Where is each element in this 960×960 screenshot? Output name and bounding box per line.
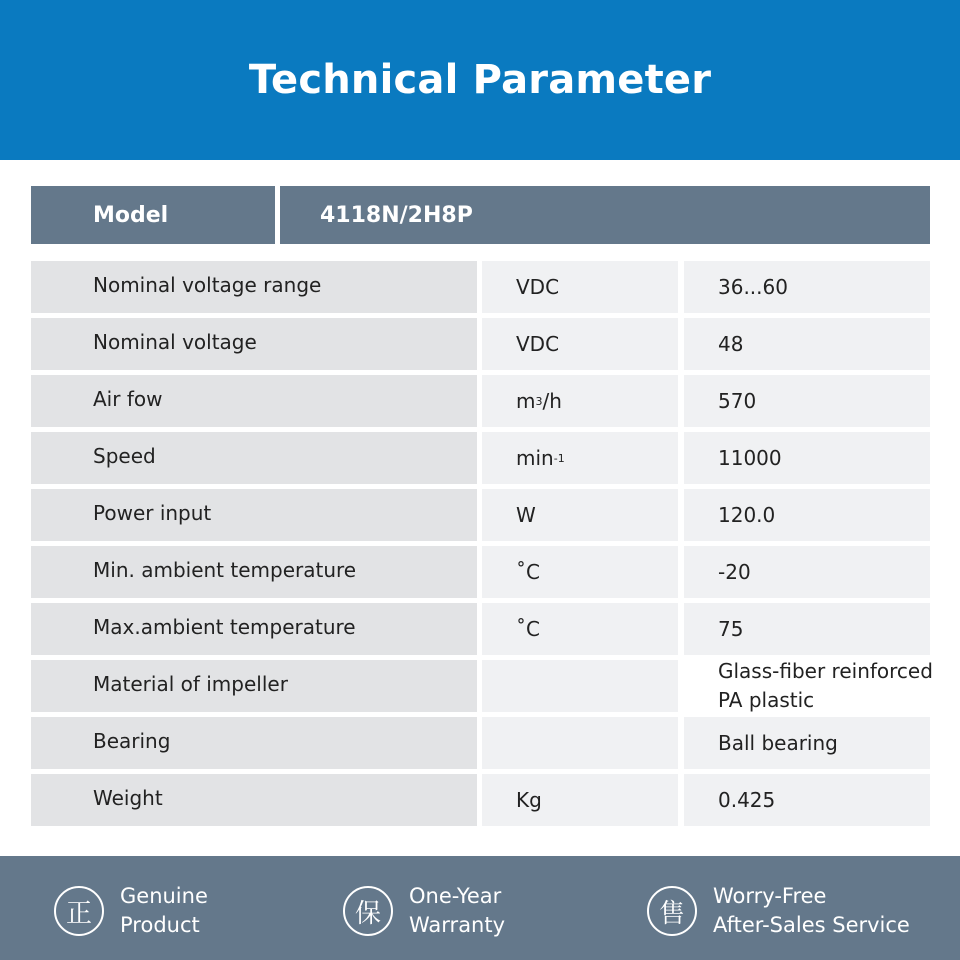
table-row: [31, 489, 930, 541]
table-row: [31, 603, 930, 655]
model-label: Model: [31, 186, 275, 244]
badge-line: After-Sales Service: [713, 913, 910, 937]
badge-line: Worry-Free: [713, 884, 827, 908]
unit-base: min: [516, 446, 554, 470]
badge-line: Warranty: [409, 913, 506, 937]
header-banner: [0, 0, 960, 160]
param-value: Ball bearing: [684, 717, 930, 769]
unit-tail: /h: [542, 389, 562, 413]
param-name: Max.ambient temperature: [31, 603, 477, 655]
param-name: Weight: [31, 774, 477, 826]
table-row: [31, 261, 930, 313]
param-name: Speed: [31, 432, 477, 484]
warranty-seal-icon: 保: [343, 886, 393, 936]
param-value: [684, 659, 933, 712]
table-row: [31, 432, 930, 484]
param-unit: Kg: [482, 774, 678, 826]
table-row: [31, 774, 930, 826]
param-name: Min. ambient temperature: [31, 546, 477, 598]
param-unit: ˚C: [482, 603, 678, 655]
param-name: Power input: [31, 489, 477, 541]
param-value: 120.0: [684, 489, 930, 541]
param-value: 570: [684, 375, 930, 427]
model-value: 4118N/2H8P: [280, 186, 930, 244]
badge-line: Product: [120, 913, 200, 937]
param-value: 36...60: [684, 261, 930, 313]
genuine-seal-icon: 正: [54, 886, 104, 936]
unit-superscript: 3: [535, 394, 543, 408]
table-row: [31, 318, 930, 370]
service-seal-icon: 售: [647, 886, 697, 936]
param-unit: [482, 375, 678, 427]
param-value-line: PA plastic: [718, 688, 815, 712]
param-name: Material of impeller: [31, 660, 477, 712]
param-value-line: Glass-fiber reinforced: [718, 659, 933, 683]
param-name: Bearing: [31, 717, 477, 769]
param-name: Nominal voltage range: [31, 261, 477, 313]
parameter-table: [31, 261, 933, 831]
param-name: Nominal voltage: [31, 318, 477, 370]
table-row: [31, 375, 930, 427]
param-name: Air fow: [31, 375, 477, 427]
param-value: -20: [684, 546, 930, 598]
param-unit: [482, 717, 678, 769]
param-unit: VDC: [482, 318, 678, 370]
badge-warranty: [343, 882, 505, 940]
param-value: 75: [684, 603, 930, 655]
page-title: Technical Parameter: [248, 57, 712, 103]
badge-line: One-Year: [409, 884, 502, 908]
footer-bar: [0, 856, 960, 960]
badge-genuine-product: [54, 882, 208, 940]
badge-after-sales: [647, 882, 910, 940]
param-value: 48: [684, 318, 930, 370]
param-value: 0.425: [684, 774, 930, 826]
param-unit: VDC: [482, 261, 678, 313]
table-row: [31, 546, 930, 598]
param-value: 11000: [684, 432, 930, 484]
table-row: [31, 659, 933, 712]
unit-base: m: [516, 389, 536, 413]
param-unit: ˚C: [482, 546, 678, 598]
param-unit: W: [482, 489, 678, 541]
param-unit: [482, 432, 678, 484]
table-row: [31, 717, 930, 769]
param-unit: [482, 660, 678, 712]
unit-superscript: -1: [553, 451, 565, 465]
badge-line: Genuine: [120, 884, 208, 908]
model-row: [31, 186, 930, 244]
